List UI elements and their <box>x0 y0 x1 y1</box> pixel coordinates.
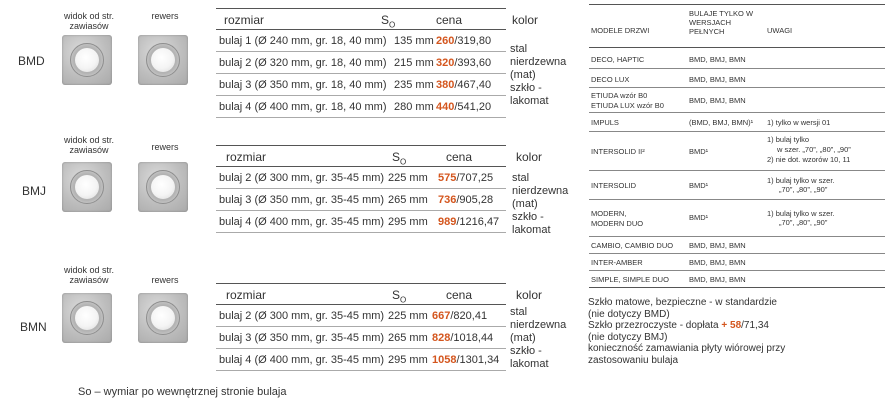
uwagi-cell: 1) bulaj tylko w szer. <box>767 176 835 185</box>
bmd-thumb1-label: widok od str. zawiasów <box>63 11 115 31</box>
bmn-hinge-view-image <box>62 293 112 343</box>
bmd-code: BMD <box>18 54 45 68</box>
price-cell: 1058/1301,34 <box>432 354 500 366</box>
table-row <box>589 133 885 171</box>
bmn-thumb2-label: rewers <box>151 275 179 285</box>
model-cell: MODERN DUO <box>591 219 644 228</box>
so-cell: 225 mm <box>388 172 428 184</box>
so-cell: 235 mm <box>394 79 434 91</box>
table-row <box>216 350 506 371</box>
bmn-reverse-view-image <box>138 293 188 343</box>
header-cena: cena <box>436 13 463 27</box>
bmd-kolor-text: stal nierdzewna (mat) szkło - lakomat <box>510 43 567 107</box>
model-cell: DECO LUX <box>591 75 630 84</box>
header-so: $S_O$ <box>392 288 407 305</box>
price-cell: 320/393,60 <box>436 57 492 69</box>
bmd-reverse-view-image <box>138 35 188 85</box>
table-row <box>589 89 885 113</box>
table-row <box>589 238 885 254</box>
so-cell: 265 mm <box>388 194 428 206</box>
bulaje-cell: BMD, BMJ, BMN <box>689 275 746 284</box>
uwagi-cell: „70”, „80”, „90” <box>779 185 828 194</box>
header-cena: cena <box>446 150 473 164</box>
bmn-kolor-text: stal nierdzewna (mat) szkło - lakomat <box>510 306 567 370</box>
size-cell: bulaj 1 (Ø 240 mm, gr. 18, 40 mm) <box>219 35 387 47</box>
size-cell: bulaj 2 (Ø 320 mm, gr. 18, 40 mm) <box>219 57 387 69</box>
so-cell: 280 mm <box>394 101 434 113</box>
bmj-reverse-view-image <box>138 162 188 212</box>
uwagi-cell: 2) nie dot. wzorów 10, 11 <box>767 155 851 164</box>
bulaje-cell: (BMD, BMJ, BMN)¹ <box>689 118 754 127</box>
table-row <box>216 75 506 96</box>
bmj-thumb1-label: widok od str. zawiasów <box>63 135 115 155</box>
table-row <box>216 190 506 211</box>
table-row <box>589 114 885 132</box>
table-row <box>589 49 885 69</box>
bmd-hinge-view-image <box>62 35 112 85</box>
model-cell: INTERSOLID II² <box>591 147 645 156</box>
bulaje-cell: BMD, BMJ, BMN <box>689 258 746 267</box>
models-table-header <box>589 4 885 48</box>
size-cell: bulaj 2 (Ø 300 mm, gr. 35-45 mm) <box>219 310 385 322</box>
table-row <box>216 168 506 189</box>
table-row <box>589 201 885 237</box>
bulaje-cell: BMD, BMJ, BMN <box>689 55 746 64</box>
bmd-table-header <box>216 8 539 30</box>
so-cell: 215 mm <box>394 57 434 69</box>
size-cell: bulaj 4 (Ø 400 mm, gr. 35-45 mm) <box>219 216 385 228</box>
header-so: $S_O$ <box>392 150 407 167</box>
header-cena: cena <box>446 288 473 302</box>
glass-notes: Szkło matowe, bezpieczne - w standardzie (nie dotyczy BMD) Szkło przezroczyste - dopłata + 58/71,34 (nie dotyczy BMJ) konieczność zamawiania płyty wiórowej przy zastosowaniu bulaja <box>588 297 786 366</box>
price-cell: 575/707,25 <box>438 172 494 184</box>
table-row <box>216 53 506 74</box>
price-cell: 828/1018,44 <box>432 332 494 344</box>
models-table <box>589 4 889 286</box>
bmj-code: BMJ <box>22 184 46 198</box>
size-cell: bulaj 4 (Ø 400 mm, gr. 18, 40 mm) <box>219 101 387 113</box>
model-cell: MODERN, <box>591 209 627 218</box>
model-cell: IMPULS <box>591 118 619 127</box>
bulaje-cell: BMD¹ <box>689 181 709 190</box>
table-row <box>216 212 506 233</box>
header-model: MODELE DRZWI <box>591 26 650 35</box>
table-row <box>216 97 506 118</box>
header-so: $S_O$ <box>381 13 396 30</box>
uwagi-cell: 1) tylko w wersji 01 <box>767 118 831 127</box>
header-uwagi: UWAGI <box>767 26 793 35</box>
so-cell: 225 mm <box>388 310 428 322</box>
model-cell: ETIUDA wzór B0 <box>591 91 648 100</box>
model-cell: SIMPLE, SIMPLE DUO <box>591 275 669 284</box>
size-cell: bulaj 2 (Ø 300 mm, gr. 35-45 mm) <box>219 172 385 184</box>
bmj-kolor-text: stal nierdzewna (mat) szkło - lakomat <box>512 172 569 236</box>
bmn-code: BMN <box>20 320 47 334</box>
price-cell: 989/1216,47 <box>438 216 500 228</box>
model-cell: INTER-AMBER <box>591 258 643 267</box>
bulaje-cell: BMD, BMJ, BMN <box>689 241 746 250</box>
table-row <box>589 70 885 88</box>
uwagi-cell: 1) bulaj tylko w szer. <box>767 209 835 218</box>
model-cell: DECO, HAPTIC <box>591 55 645 64</box>
bmn-table-header <box>216 283 543 305</box>
bmj-table-header <box>216 145 543 167</box>
price-cell: 260/319,80 <box>436 35 492 47</box>
header-kolor: kolor <box>512 13 539 27</box>
header-rozmiar: rozmiar <box>226 288 267 302</box>
bmj-hinge-view-image <box>62 162 112 212</box>
uwagi-cell: „70”, „80”, „90” <box>779 218 828 227</box>
table-row <box>589 255 885 271</box>
price-cell: 380/467,40 <box>436 79 492 91</box>
table-row <box>589 272 885 288</box>
table-row <box>216 328 506 349</box>
header-rozmiar: rozmiar <box>226 150 267 164</box>
size-cell: bulaj 4 (Ø 400 mm, gr. 35-45 mm) <box>219 354 385 366</box>
uwagi-cell: 1) bulaj tylko <box>767 135 810 144</box>
price-cell: 440/541,20 <box>436 101 492 113</box>
table-row <box>589 172 885 200</box>
bulaje-cell: BMD¹ <box>689 213 709 222</box>
so-cell: 135 mm <box>394 35 434 47</box>
header-kolor: kolor <box>516 150 543 164</box>
size-cell: bulaj 3 (Ø 350 mm, gr. 35-45 mm) <box>219 332 385 344</box>
bulaje-cell: BMD, BMJ, BMN <box>689 96 746 105</box>
bmn-thumb1-label: widok od str. zawiasów <box>63 265 115 285</box>
size-cell: bulaj 3 (Ø 350 mm, gr. 18, 40 mm) <box>219 79 387 91</box>
uwagi-cell: w szer. „70”, „80”, „90” <box>777 145 851 154</box>
so-cell: 295 mm <box>388 354 428 366</box>
model-cell: CAMBIO, CAMBIO DUO <box>591 241 674 250</box>
bulaje-cell: BMD¹ <box>689 147 709 156</box>
price-cell: 667/820,41 <box>432 310 488 322</box>
model-cell: ETIUDA LUX wzór B0 <box>591 101 664 110</box>
model-cell: INTERSOLID <box>591 181 637 190</box>
header-kolor: kolor <box>516 288 543 302</box>
size-cell: bulaj 3 (Ø 350 mm, gr. 35-45 mm) <box>219 194 385 206</box>
footnote: So – wymiar po wewnętrznej stronie bulaja <box>78 386 287 398</box>
header-rozmiar: rozmiar <box>224 13 265 27</box>
table-row <box>216 31 506 52</box>
price-cell: 736/905,28 <box>438 194 494 206</box>
so-cell: 265 mm <box>388 332 428 344</box>
header-bulaje: BULAJE TYLKO W WERSJACH PEŁNYCH <box>689 9 754 36</box>
bmj-thumb2-label: rewers <box>151 142 179 152</box>
table-row <box>216 306 506 327</box>
bmd-thumb2-label: rewers <box>151 11 179 21</box>
bulaje-cell: BMD, BMJ, BMN <box>689 75 746 84</box>
so-cell: 295 mm <box>388 216 428 228</box>
